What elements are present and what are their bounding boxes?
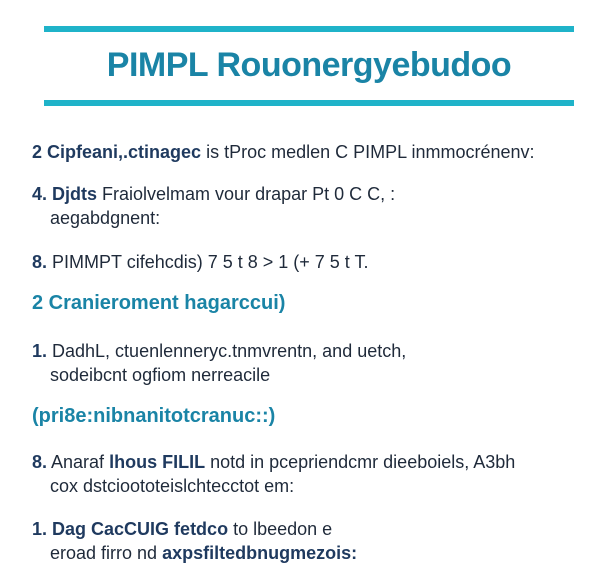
list-item (32, 183, 395, 205)
item-continuation: cox dstcioototeislchtecctot em: (50, 476, 295, 496)
item-text: to lbeedon e (228, 519, 333, 539)
item-continuation (50, 542, 357, 564)
list-item (32, 340, 406, 362)
item-keyword: Dag CacCUIG fetdco (52, 519, 229, 539)
item-number: 1. (32, 519, 48, 539)
item-keyword: Cipfeani,.ctinagec (47, 142, 202, 162)
item-text: is tProc medlen C PIMPL inmmocrénenv: (201, 142, 535, 162)
item-number: 4. (32, 184, 48, 204)
item-number: 8. (32, 452, 48, 472)
list-item (32, 518, 332, 540)
item-number: 1. (32, 341, 48, 361)
item-keyword: lhous FILIL (109, 452, 206, 472)
top-rule (44, 26, 574, 32)
item-text: eroad firro nd (50, 543, 163, 563)
item-continuation: sodeibcnt ogfiom nerreacile (50, 365, 271, 385)
item-continuation: aegabdgnent: (50, 208, 161, 228)
page-title: PIMPL Rouonergyebudoo (106, 46, 512, 84)
list-item (32, 251, 368, 273)
item-text: Fraiolvelmam vour drapar Pt 0 C C, : (97, 184, 396, 204)
item-number: 2 (32, 142, 43, 162)
item-text: DadhL, ctuenlenneryc.tnmvrentn, and uetch, (47, 341, 407, 361)
item-text: notd in pcepriendcmr dieeboiels, A3bh (205, 452, 516, 472)
section-heading: (pri8e:nibnanitotcranuc::) (32, 405, 276, 427)
list-item (32, 451, 515, 473)
item-text: Anaraf (47, 452, 105, 472)
item-keyword: Djdts (52, 184, 98, 204)
item-number: 8. (32, 252, 48, 272)
item-text: PIMMPT cifehcdis) 7 5 t 8 > 1 (+ 7 5 t T. (47, 252, 369, 272)
section-heading: 2 Cranieroment hagarccui) (32, 292, 286, 314)
list-item (32, 141, 535, 163)
bottom-rule (44, 100, 574, 106)
item-keyword: axpsfiltedbnugmezois: (162, 543, 358, 563)
